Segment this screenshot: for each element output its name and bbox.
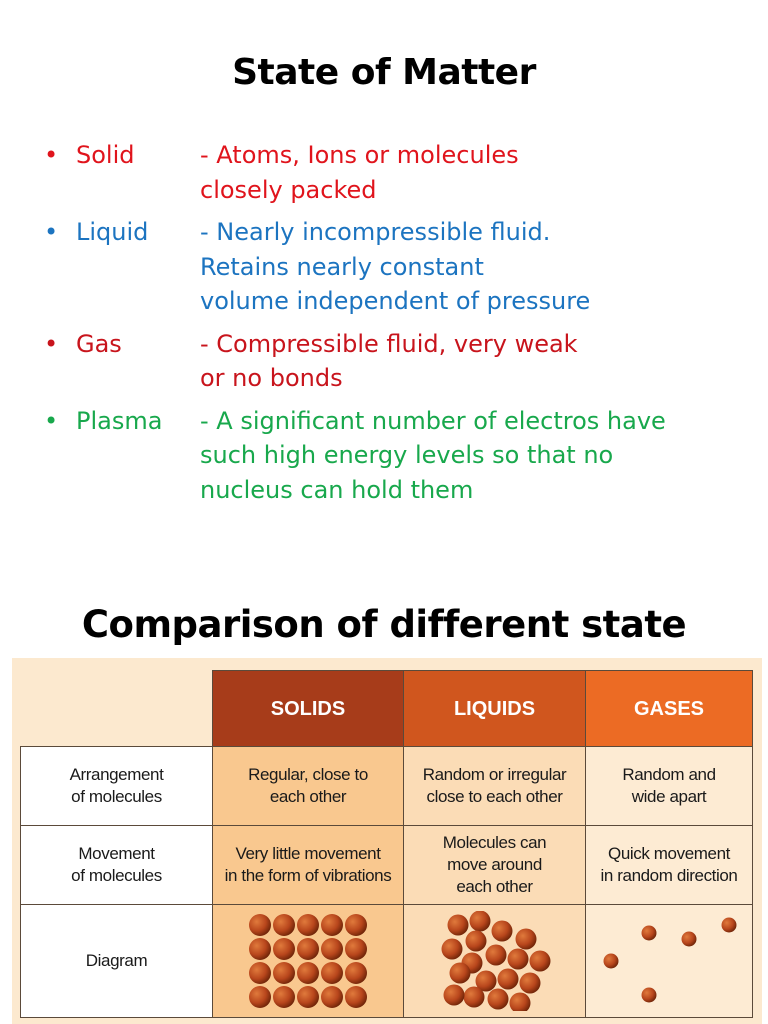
bullet-dot: • bbox=[44, 218, 59, 246]
particle bbox=[273, 938, 295, 960]
table-corner bbox=[21, 671, 213, 747]
particle bbox=[449, 963, 470, 984]
particle bbox=[297, 914, 319, 936]
cell-gas: Random and wide apart bbox=[586, 747, 753, 826]
particle bbox=[485, 945, 506, 966]
particle bbox=[345, 962, 367, 984]
particle bbox=[345, 914, 367, 936]
particle bbox=[491, 921, 512, 942]
particle bbox=[722, 918, 737, 933]
particle bbox=[604, 954, 619, 969]
table-row bbox=[21, 826, 753, 905]
slide-title-state-of-matter: State of Matter bbox=[232, 52, 536, 93]
particle bbox=[249, 962, 271, 984]
particle bbox=[321, 914, 343, 936]
particle bbox=[497, 969, 518, 990]
bullet-dot: • bbox=[44, 141, 59, 169]
bullet-description: - A significant number of electros have such high energy levels so that no nucleus can hold them bbox=[200, 406, 666, 504]
bullet-description: - Compressible fluid, very weak or no bonds bbox=[200, 329, 578, 392]
header-liquids: LIQUIDS bbox=[404, 671, 586, 747]
comparison-table bbox=[20, 670, 753, 1018]
particle bbox=[249, 914, 271, 936]
header-solids: SOLIDS bbox=[213, 671, 404, 747]
particle bbox=[507, 949, 528, 970]
cell-solid: Regular, close to each other bbox=[213, 747, 404, 826]
bullet-description: - Atoms, Ions or molecules closely packed bbox=[200, 141, 519, 204]
liquid-particles-diagram bbox=[430, 911, 560, 1011]
cell-liquid: Molecules can move around each other bbox=[404, 826, 586, 905]
particle bbox=[463, 987, 484, 1008]
bullet-plasma bbox=[44, 404, 764, 508]
particle bbox=[273, 986, 295, 1008]
header-gases: GASES bbox=[586, 671, 753, 747]
cell-gas-diagram bbox=[586, 905, 753, 1018]
particle bbox=[443, 985, 464, 1006]
bullet-solid bbox=[44, 138, 764, 207]
particle bbox=[447, 915, 468, 936]
particle bbox=[345, 986, 367, 1008]
particle bbox=[515, 929, 536, 950]
particle bbox=[465, 931, 486, 952]
bullet-liquid bbox=[44, 215, 764, 319]
bullet-description: - Nearly incompressible fluid. Retains nearly constant volume independent of pressure bbox=[200, 218, 591, 315]
particle bbox=[297, 986, 319, 1008]
particle bbox=[642, 988, 657, 1003]
particle bbox=[682, 932, 697, 947]
bullet-dot: • bbox=[44, 406, 59, 435]
cell-solid: Very little movement in the form of vibrations bbox=[213, 826, 404, 905]
row-label: Diagram bbox=[21, 905, 213, 1018]
particle bbox=[321, 938, 343, 960]
table-row bbox=[21, 747, 753, 826]
slide-title-comparison: Comparison of different state bbox=[81, 603, 687, 646]
solid-particles-diagram bbox=[243, 911, 373, 1011]
particle bbox=[487, 989, 508, 1010]
particle bbox=[273, 914, 295, 936]
bullet-gas bbox=[44, 327, 764, 396]
states-bullet-list bbox=[44, 138, 764, 515]
particle bbox=[297, 962, 319, 984]
cell-solid-diagram bbox=[213, 905, 404, 1018]
bullet-term: Liquid bbox=[76, 218, 149, 246]
cell-gas: Quick movement in random direction bbox=[586, 826, 753, 905]
bullet-term: Plasma bbox=[76, 406, 163, 435]
cell-liquid-diagram bbox=[404, 905, 586, 1018]
row-label: Arrangement of molecules bbox=[21, 747, 213, 826]
bullet-dot: • bbox=[44, 329, 59, 358]
particle bbox=[321, 986, 343, 1008]
particle bbox=[642, 926, 657, 941]
particle bbox=[321, 962, 343, 984]
particle bbox=[297, 938, 319, 960]
bullet-term: Solid bbox=[76, 141, 135, 169]
gas-particles-diagram bbox=[589, 911, 749, 1011]
cell-liquid: Random or irregular close to each other bbox=[404, 747, 586, 826]
particle bbox=[529, 951, 550, 972]
particle bbox=[509, 993, 530, 1012]
particle bbox=[345, 938, 367, 960]
table-row bbox=[21, 905, 753, 1018]
particle bbox=[519, 973, 540, 994]
row-label: Movement of molecules bbox=[21, 826, 213, 905]
comparison-table-panel bbox=[12, 658, 762, 1024]
particle bbox=[249, 986, 271, 1008]
particle bbox=[249, 938, 271, 960]
particle bbox=[469, 911, 490, 932]
particle bbox=[273, 962, 295, 984]
bullet-term: Gas bbox=[76, 329, 122, 358]
particle bbox=[441, 939, 462, 960]
